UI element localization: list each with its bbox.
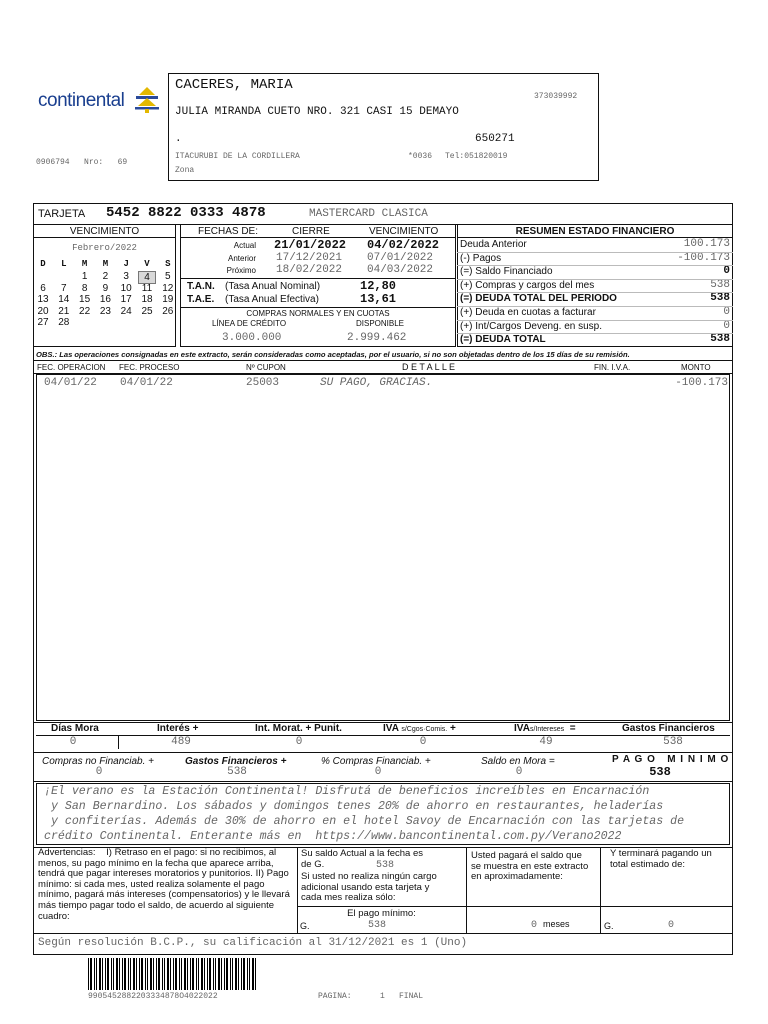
barcode-bar <box>170 958 171 990</box>
summary-row-value: 538 <box>710 333 730 346</box>
int-morat-value: 0 <box>295 736 303 748</box>
tae-label: T.A.E. <box>187 294 215 305</box>
calendar-day: 20 <box>37 305 49 317</box>
summary-row-label: (=) Saldo Financiado <box>460 266 553 278</box>
calendar-day: 14 <box>58 294 70 305</box>
barcode-bar <box>235 958 237 990</box>
barcode-bar <box>147 958 148 990</box>
tan-description: (Tasa Anual Nominal) <box>225 281 321 292</box>
tx-fec-operacion: 04/01/22 <box>44 377 97 389</box>
barcode-bar <box>88 958 89 990</box>
pct-compras-value: 0 <box>374 766 382 778</box>
calendar-day: 13 <box>37 294 49 305</box>
address-dot: . <box>175 133 182 145</box>
actual-label: Actual <box>233 241 256 250</box>
barcode-bar <box>150 958 152 990</box>
weekday-header: S <box>165 259 171 269</box>
address-box <box>168 73 599 181</box>
calendar-day: 27 <box>37 317 49 328</box>
gastos-label: Gastos Financieros <box>622 723 715 734</box>
summary-title: RESUMEN ESTADO FINANCIERO <box>515 226 675 237</box>
compras-no-fin-value: 0 <box>95 766 103 778</box>
calendar-day: 23 <box>99 305 111 317</box>
col-fec-operacion: FEC. OPERACION <box>37 363 106 372</box>
calendar-day: 19 <box>162 294 174 305</box>
calendar-day: 26 <box>162 305 174 317</box>
weekday-header: L <box>61 259 67 269</box>
saldo-actual-text: Su saldo Actual a la fecha es de G. <box>301 848 423 870</box>
branch-code: *0036 <box>408 152 433 161</box>
pago-minimo-value: 538 <box>649 765 671 779</box>
barcode-bar <box>119 958 120 990</box>
cierre-header: CIERRE <box>292 226 330 237</box>
summary-row-label: (=) DEUDA TOTAL <box>460 334 546 346</box>
promo-line: crédito Continental. Enterante más en https://www.bancontinental.com.py/Verano2022 <box>44 830 622 843</box>
calendar-day: 21 <box>58 305 70 317</box>
warnings-body: I) Retraso en el pago: si no recibimos, al menos, su pago mínimo en la fecha que aparece arriba, tendrá que pagar intereses moratorios y punitorios. II) Pago mínimo: si cada mes, usted realiza solamente el pago mínimo, pagará más intereses (compensatorios) y le llevará más tiempo pagar todo el saldo, de acuerdo al siguiente cuadro: <box>38 847 290 922</box>
telephone: Tel:051820019 <box>445 152 508 161</box>
page-number: 1 <box>380 992 385 1001</box>
interes-label: Interés + <box>157 723 199 734</box>
barcode-bar <box>207 958 208 990</box>
warnings-text <box>38 848 294 922</box>
weekday-header: M <box>81 259 88 269</box>
left-code-row <box>36 158 127 167</box>
proximo-label: Próximo <box>226 266 256 275</box>
credit-heading: COMPRAS NORMALES Y EN CUOTAS <box>246 309 390 318</box>
barcode-bar <box>153 958 154 990</box>
barcode-bar <box>102 958 103 990</box>
barcode-bar <box>141 958 143 990</box>
calendar-header: VENCIMIENTO <box>69 226 140 237</box>
barcode-bar <box>162 958 163 990</box>
tx-cupon: 25003 <box>246 377 280 389</box>
summary-row-label: (+) Compras y cargos del mes <box>460 279 595 291</box>
page-label: PAGINA: <box>318 992 352 1001</box>
iva-int-title: IVA <box>514 723 530 734</box>
tan-value: 12,80 <box>360 279 397 293</box>
iva-cgos-label <box>383 723 456 734</box>
calendar-month: Febrero/2022 <box>72 243 137 253</box>
g-label-right: G. <box>604 921 614 931</box>
promo-line: ¡El verano es la Estación Continental! Disfrutá de beneficios increíbles en Encarnación <box>44 785 650 798</box>
anterior-vencimiento: 07/01/2022 <box>367 252 434 264</box>
barcode-bar <box>136 958 137 990</box>
barcode-bar <box>196 958 197 990</box>
credit-line-value: 3.000.000 <box>222 332 282 344</box>
promo-line: y confiterías. Además de 30% de ahorro en el hotel Savoy de Encarnación con las tarjetas de <box>44 815 685 828</box>
fechas-header: FECHAS DE: <box>198 226 259 237</box>
saldo-mora-value: 0 <box>515 766 523 778</box>
postal-code: 650271 <box>475 133 515 145</box>
calendar-day: 1 <box>81 271 88 282</box>
client-code: 0906794 <box>36 158 70 167</box>
barcode-bar <box>179 958 180 990</box>
barcode-bar <box>238 958 239 990</box>
barcode-bar <box>215 958 216 990</box>
iva-cgos-title: IVA <box>383 723 399 734</box>
pago-minimo-advert-value: 538 <box>368 920 387 931</box>
calendar-day: 11 <box>141 282 153 294</box>
barcode-bar <box>218 958 220 990</box>
city: ITACURUBI DE LA CORDILLERA <box>175 152 300 161</box>
barcode-bar <box>201 958 203 990</box>
nro-value: 69 <box>117 158 128 167</box>
calendar-day: 12 <box>162 282 174 294</box>
g-label-left: G. <box>300 921 310 931</box>
barcode <box>88 958 260 990</box>
gastos-fin-label: Gastos Financieros + <box>185 756 287 767</box>
summary-row-label: (-) Pagos <box>460 252 502 264</box>
barcode-bar <box>252 958 254 990</box>
iva-cgos-value: 0 <box>419 736 427 748</box>
barcode-bar <box>90 958 92 990</box>
barcode-bar <box>187 958 188 990</box>
calendar-day: 2 <box>102 271 109 282</box>
barcode-bar <box>145 958 146 990</box>
observations-note: OBS.: Las operaciones consignadas en este extracto, serán consideradas como aceptadas, por el usuario, si no son objetadas dentro de los 15 días de su remisión. <box>36 350 630 359</box>
barcode-bar <box>167 958 169 990</box>
barcode-bar <box>192 958 194 990</box>
zona-label: Zona <box>175 166 195 175</box>
weekday-header: V <box>144 259 150 269</box>
card-number: 5452 8822 0333 4878 <box>106 205 266 221</box>
gastos-fin-value: 538 <box>227 766 247 778</box>
saldo-mora-label: Saldo en Mora = <box>481 756 555 767</box>
calendar-day: 18 <box>141 294 153 305</box>
barcode-bar <box>181 958 182 990</box>
tan-label: T.A.N. <box>187 281 215 292</box>
transactions-area <box>36 374 730 721</box>
iva-cgos-sub: s/Cgos·Comis. <box>401 726 448 733</box>
weekday-header: D <box>40 259 46 269</box>
pagara-text: Usted pagará el saldo que se muestra en este extracto en aproximadamente: <box>471 850 589 883</box>
summary-row-label: Deuda Anterior <box>460 239 527 250</box>
barcode-bar <box>96 958 97 990</box>
nro-label: Nro: <box>84 158 104 167</box>
summary-row-label: (+) Int/Cargos Deveng. en susp. <box>460 320 603 332</box>
anterior-label: Anterior <box>227 254 256 263</box>
account-ref: 373039992 <box>534 92 578 101</box>
pct-compras-label: % Compras Financiab. + <box>321 756 431 767</box>
logo-tree-icon <box>134 86 160 114</box>
calendar-day: 24 <box>120 305 132 317</box>
barcode-bar <box>116 958 118 990</box>
barcode-bar <box>209 958 211 990</box>
card-label: TARJETA <box>38 208 86 220</box>
barcode-number: 9905452882203334878O4022022 <box>88 992 218 1001</box>
calendar-day: 25 <box>141 305 153 317</box>
barcode-bar <box>124 958 126 990</box>
summary-row-label: (+) Deuda en cuotas a facturar <box>460 307 596 318</box>
barcode-bar <box>221 958 222 990</box>
calendar-day: 16 <box>99 294 111 305</box>
barcode-bar <box>247 958 248 990</box>
page-final: FINAL <box>399 992 424 1001</box>
actual-cierre: 21/01/2022 <box>274 238 347 252</box>
gastos-value: 538 <box>663 736 683 748</box>
barcode-bar <box>204 958 205 990</box>
bank-logo <box>38 86 160 116</box>
barcode-bar <box>113 958 114 990</box>
holder-name: CACERES, MARIA <box>175 77 293 93</box>
calendar-day: 7 <box>61 282 67 294</box>
terminara-text: Y terminará pagando un total estimado de: <box>610 848 712 870</box>
calendar-day: 8 <box>81 282 88 294</box>
tx-detalle: SU PAGO, GRACIAS. <box>320 377 433 389</box>
proximo-vencimiento: 04/03/2022 <box>367 264 434 276</box>
interes-value: 489 <box>171 736 191 748</box>
barcode-bar <box>173 958 174 990</box>
bcp-rating: Según resolución B.C.P., su calificación al 31/12/2021 es 1 (Uno) <box>38 937 468 949</box>
tae-description: (Tasa Anual Efectiva) <box>225 294 319 305</box>
pago-minimo-label: P A G O M I N I M O <box>612 754 730 765</box>
summary-row-label: (=) DEUDA TOTAL DEL PERIODO <box>460 293 617 305</box>
calendar-day: 9 <box>102 282 109 294</box>
iva-int-label <box>514 723 576 734</box>
calendar-due-day: 4 <box>138 271 156 284</box>
actual-vencimiento: 04/02/2022 <box>367 238 440 252</box>
calendar-day: 28 <box>58 317 70 328</box>
saldo-actual-value: 538 <box>376 860 395 871</box>
tae-value: 13,61 <box>360 292 397 306</box>
barcode-bar <box>130 958 131 990</box>
barcode-bar <box>128 958 129 990</box>
barcode-bar <box>99 958 101 990</box>
barcode-bar <box>198 958 199 990</box>
calendar-day: 6 <box>40 282 46 294</box>
barcode-bar <box>213 958 214 990</box>
summary-row-value: 0 <box>723 319 730 332</box>
barcode-bar <box>94 958 95 990</box>
promo-line: y San Bernardino. Los sábados y domingos tenes 20% de ahorro en restaurantes, heladerías <box>44 800 664 813</box>
barcode-bar <box>164 958 165 990</box>
dias-mora-label: Días Mora <box>51 723 99 734</box>
weekday-header: J <box>123 259 129 269</box>
logo-text: continental <box>38 90 125 111</box>
card-type: MASTERCARD CLASICA <box>309 208 428 220</box>
calendar-day: 3 <box>123 271 129 282</box>
dias-mora-value: 0 <box>69 736 77 748</box>
barcode-bar <box>133 958 135 990</box>
credit-line-label: LÍNEA DE CRÉDITO <box>212 319 287 328</box>
vencimiento-header: VENCIMIENTO <box>369 226 439 237</box>
total-estimado-value: 0 <box>668 920 675 931</box>
barcode-bar <box>226 958 228 990</box>
barcode-bar <box>175 958 177 990</box>
meses-label: meses <box>543 919 570 929</box>
compras-no-fin-label: Compras no Financiab. + <box>42 756 155 767</box>
col-detalle: D E T A L L E <box>402 362 456 372</box>
summary-row-value: 538 <box>710 292 730 305</box>
col-monto: MONTO <box>681 363 711 372</box>
barcode-bar <box>224 958 225 990</box>
calendar-day: 5 <box>165 271 171 282</box>
barcode-bar <box>105 958 106 990</box>
street-address: JULIA MIRANDA CUETO NRO. 321 CASI 15 DEMAYO <box>175 106 459 118</box>
pago-minimo-caption: El pago mínimo: <box>347 908 416 919</box>
available-value: 2.999.462 <box>347 332 407 344</box>
col-fec-proceso: FEC. PROCESO <box>119 363 180 372</box>
anterior-cierre: 17/12/2021 <box>276 252 343 264</box>
barcode-bar <box>122 958 123 990</box>
tx-monto: -100.173 <box>675 377 728 389</box>
col-cupon: Nº CUPON <box>246 363 286 372</box>
summary-row-value: 0 <box>723 265 730 278</box>
calendar-day: 10 <box>120 282 132 294</box>
proximo-cierre: 18/02/2022 <box>276 264 343 276</box>
iva-int-eq: = <box>569 723 576 734</box>
int-morat-label: Int. Morat. + Punit. <box>255 723 342 734</box>
iva-int-sub: s/Intereses <box>529 726 565 733</box>
col-fin-iva: FIN. I.V.A. <box>594 363 631 372</box>
barcode-bar <box>241 958 242 990</box>
calendar-day: 22 <box>79 305 91 317</box>
iva-cgos-plus: + <box>450 723 456 734</box>
weekday-header: M <box>102 259 109 269</box>
barcode-bar <box>230 958 231 990</box>
tx-fec-proceso: 04/01/22 <box>120 377 173 389</box>
available-label: DISPONIBLE <box>356 319 405 328</box>
meses-value: 0 <box>531 920 538 931</box>
summary-row-value: 0 <box>723 306 730 318</box>
barcode-bar <box>184 958 186 990</box>
iva-int-value: 49 <box>539 736 553 748</box>
summary-row-value: 538 <box>710 278 730 291</box>
barcode-bar <box>107 958 109 990</box>
calendar-day: 15 <box>79 294 91 305</box>
barcode-bar <box>190 958 191 990</box>
summary-row-value: 100.173 <box>683 238 730 250</box>
barcode-bar <box>156 958 157 990</box>
barcode-bar <box>111 958 112 990</box>
barcode-bar <box>232 958 233 990</box>
sin-cargo-text: Si usted no realiza ningún cargo adicional usando esta tarjeta y cada mes realiza sólo: <box>301 871 437 904</box>
barcode-bar <box>158 958 160 990</box>
barcode-bar <box>243 958 245 990</box>
calendar-day: 17 <box>120 294 132 305</box>
barcode-bar <box>139 958 140 990</box>
barcode-bar <box>249 958 250 990</box>
warnings-title: Advertencias: <box>38 847 96 858</box>
summary-row-value: -100.173 <box>677 251 730 264</box>
barcode-bar <box>255 958 256 990</box>
